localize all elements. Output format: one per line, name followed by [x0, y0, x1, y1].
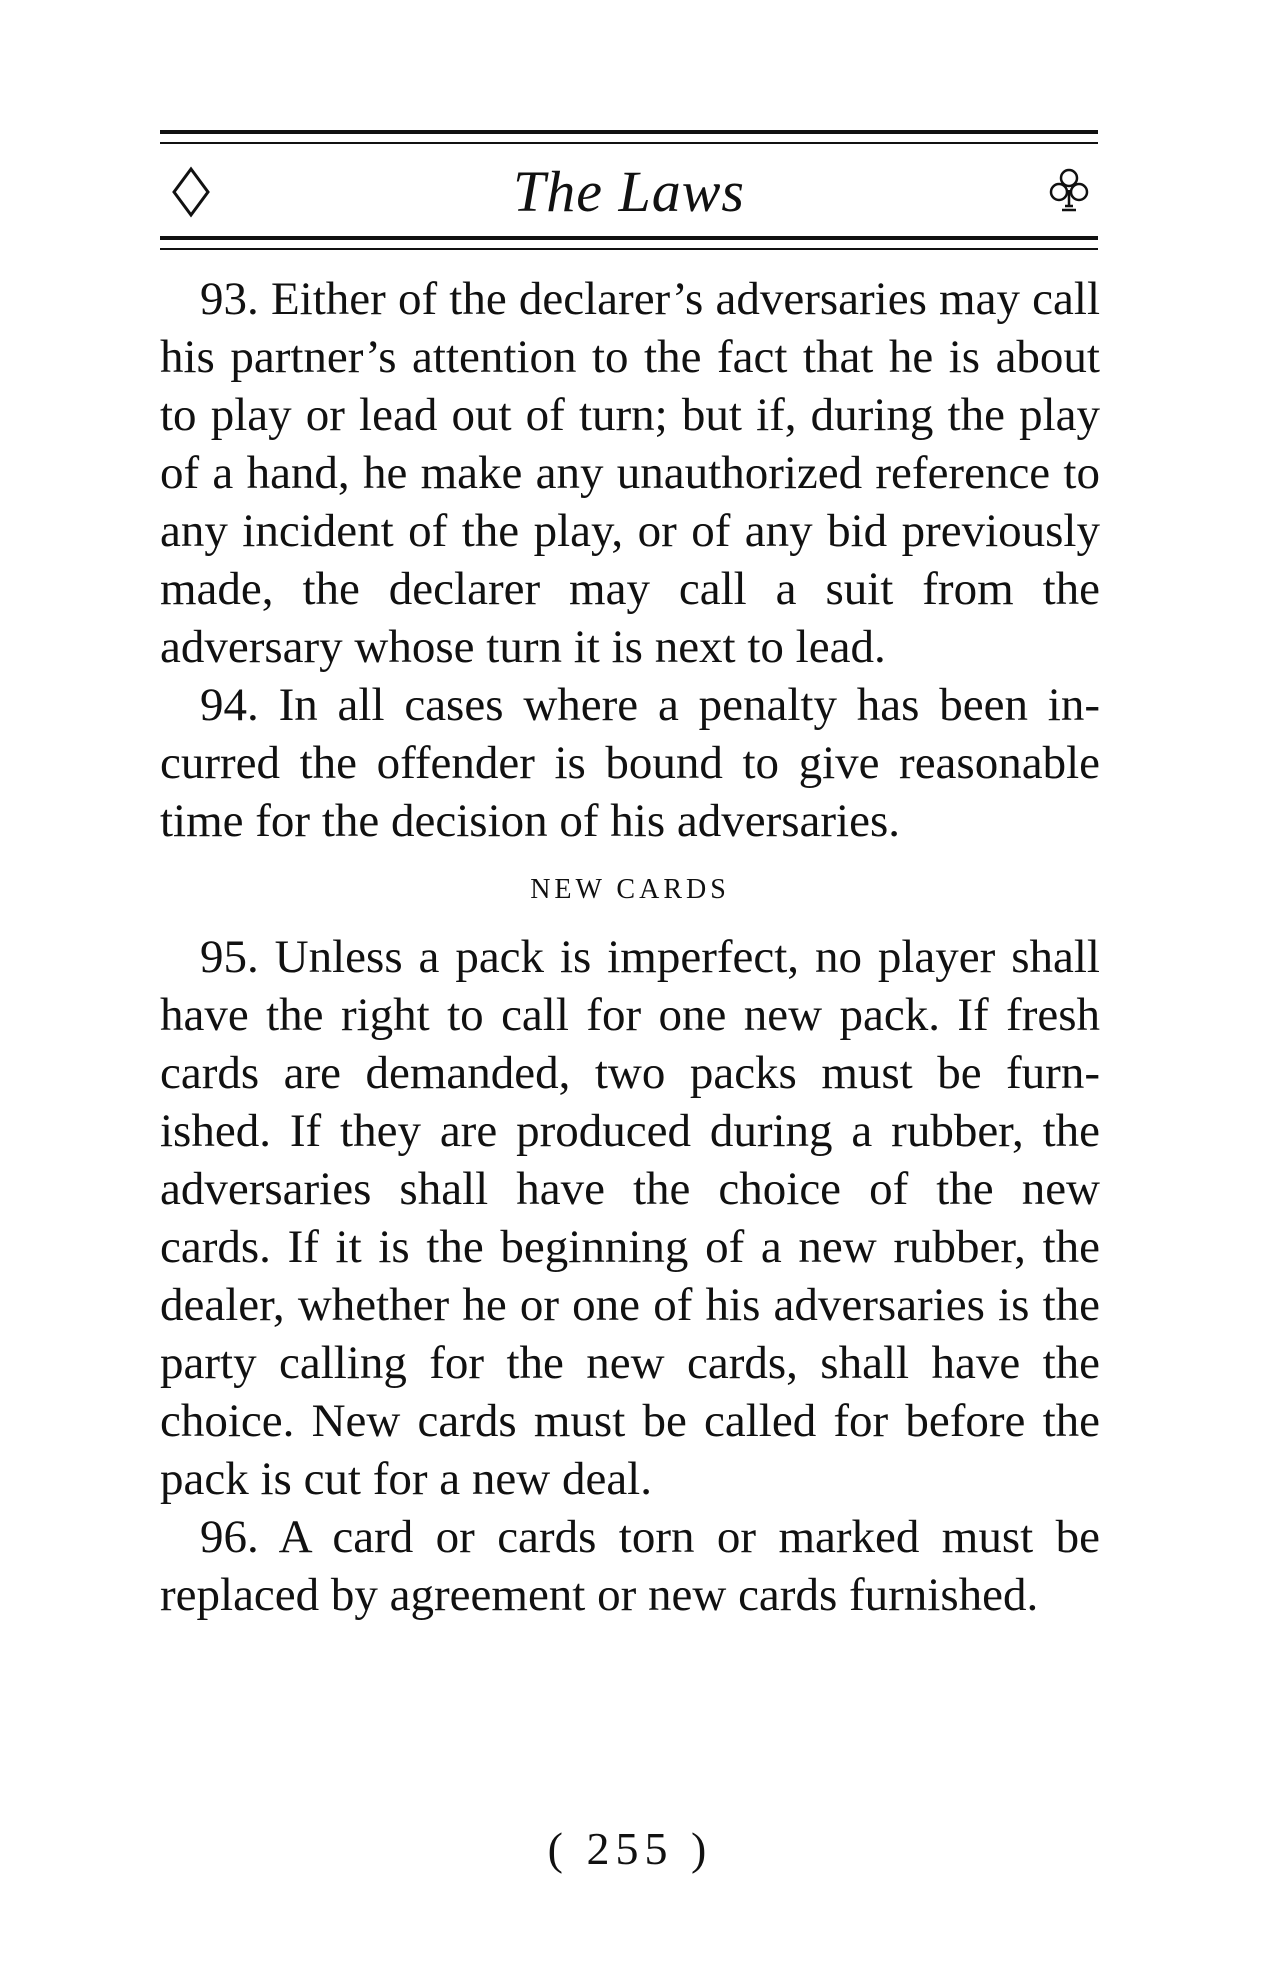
law-paragraph — [160, 928, 1100, 1508]
law-number: 96. — [200, 1511, 259, 1563]
law-paragraph — [160, 1508, 1100, 1624]
law-number: 93. — [200, 273, 259, 325]
law-number: 95. — [200, 931, 259, 983]
law-paragraph — [160, 270, 1100, 676]
law-text: In all cases where a penalty has been incurred the offender is bound to give reasonable time for the decision of his adversaries. — [160, 679, 1100, 847]
section-heading: NEW CARDS — [530, 874, 730, 905]
running-head — [160, 148, 1098, 238]
laws-95-96 — [160, 928, 1100, 1624]
law-text: Either of the declarer’s adversaries may call his partner’s attention to the fact that he is about to play or lead out of turn; but if, during the play of a hand, he make any unauthorized reference to any incident of the play, or of any bid previously made, the declarer may call a suit from the adversary whose turn it is next to lead. — [160, 273, 1100, 673]
law-paragraph — [160, 676, 1100, 850]
club-icon — [1048, 166, 1090, 216]
page-number: ( 255 ) — [547, 1823, 713, 1874]
top-rule-upper — [160, 130, 1098, 134]
law-text: Unless a pack is imperfect, no player shall have the right to call for one new pack. If fresh cards are demanded, two packs must be furnished. If they are produced during a rubber, the adversaries shall have the choice of the new cards. If it is the beginning of a new rubber, the dealer, whether he or one of his adversaries is the party calling for the new cards, shall have the choice. New cards must be called for before the pack is cut for a new deal. — [160, 931, 1100, 1505]
top-rule-lower — [160, 142, 1098, 144]
law-number: 94. — [200, 679, 259, 731]
laws-93-94 — [160, 270, 1100, 850]
header-rule-upper — [160, 236, 1098, 240]
law-text: A card or cards torn or marked must be replaced by agreement or new cards furnished. — [160, 1511, 1100, 1621]
header-rule-lower — [160, 248, 1098, 250]
running-head-title: The Laws — [512, 159, 745, 224]
